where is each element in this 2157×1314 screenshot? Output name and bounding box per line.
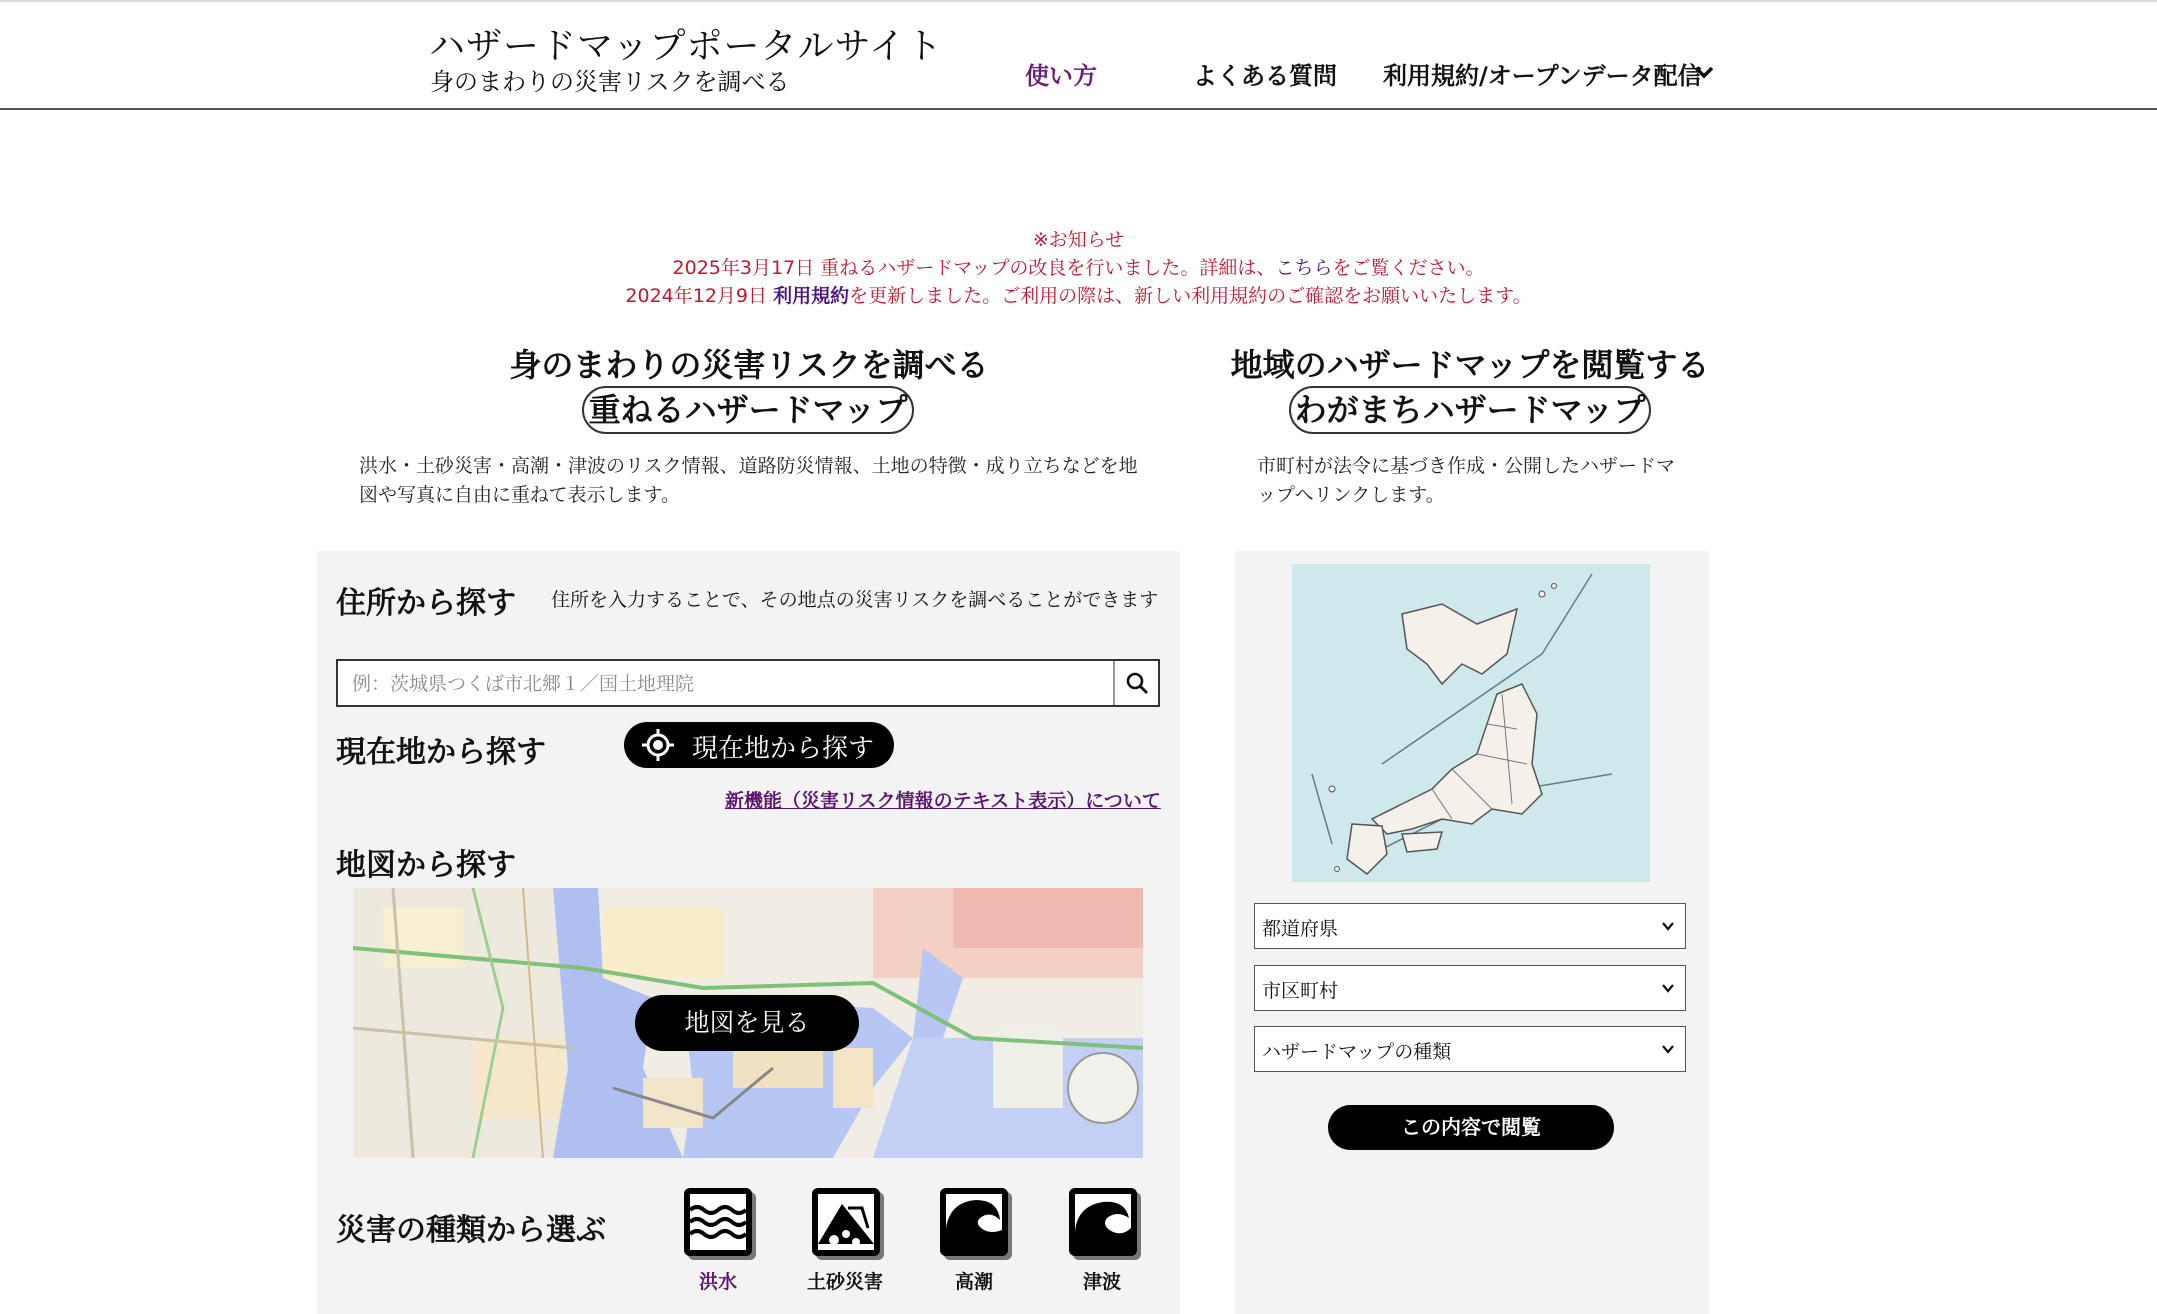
address-search-hint: 住所を入力することで、その地点の災害リスクを調べることができます	[551, 589, 1159, 611]
right-description: 市町村が法令に基づき作成・公開したハザードマップへリンクします。	[1257, 455, 1676, 506]
municipality-select[interactable]	[1254, 965, 1686, 1011]
flood-hazard-button[interactable]	[684, 1188, 752, 1256]
japan-map-image	[1292, 564, 1650, 882]
tsunami-hazard-button[interactable]	[1069, 1188, 1137, 1256]
notice-heading: ※お知らせ	[1032, 229, 1125, 251]
flood-label[interactable]: 洪水	[698, 1271, 737, 1293]
hazard-map-type-select-value: ハザードマップの種類	[1262, 1041, 1452, 1063]
notice-detail-link[interactable]: こちら	[1275, 257, 1333, 279]
current-location-button[interactable]	[624, 722, 894, 768]
map-search-heading: 地図から探す	[336, 848, 516, 883]
storm-surge-icon	[940, 1188, 1008, 1256]
chevron-down-icon	[1661, 1042, 1675, 1056]
notice-item	[0, 282, 2157, 310]
hazard-map-type-select[interactable]	[1254, 1026, 1686, 1072]
search-button[interactable]	[1115, 661, 1159, 705]
notice-area	[0, 226, 2157, 310]
address-search-input[interactable]	[350, 661, 1114, 707]
storm-surge-hazard-button[interactable]	[940, 1188, 1008, 1256]
left-description: 洪水・土砂災害・高潮・津波のリスク情報、道路防災情報、土地の特徴・成り立ちなどを地図や写真に自由に重ねて表示します。	[359, 455, 1138, 506]
landslide-hazard-button[interactable]	[812, 1188, 880, 1256]
site-subtitle: 身のまわりの災害リスクを調べる	[430, 68, 790, 96]
wagamachi-hazard-map-title[interactable]: わがまちハザードマップ	[1289, 386, 1651, 434]
municipality-select-value: 市区町村	[1262, 980, 1339, 1002]
site-title[interactable]: ハザードマップポータルサイト	[429, 26, 944, 67]
kasaneru-hazard-map-title[interactable]: 重ねるハザードマップ	[582, 386, 914, 434]
browse-button[interactable]: この内容で閲覧	[1328, 1105, 1614, 1150]
notice-text: を更新しました。ご利用の際は、新しい利用規約のご確認をお願いいたします。	[849, 285, 1532, 307]
chevron-down-icon	[1661, 981, 1675, 995]
landslide-icon	[812, 1188, 880, 1256]
nav-terms-link[interactable]: 利用規約/オープンデータ配信	[1383, 62, 1702, 90]
tsunami-icon	[1069, 1188, 1137, 1256]
notice-text: 2024年12月9日	[625, 285, 774, 307]
tsunami-label[interactable]: 津波	[1082, 1271, 1121, 1293]
current-location-button-label: 現在地から探す	[692, 734, 875, 764]
disaster-type-heading: 災害の種類から選ぶ	[336, 1213, 606, 1248]
storm-surge-label[interactable]: 高潮	[954, 1271, 993, 1293]
right-section-heading: 地域のハザードマップを閲覧する	[1230, 346, 1710, 384]
chevron-down-icon[interactable]	[1692, 60, 1716, 84]
notice-item	[0, 254, 2157, 282]
nav-usage-link[interactable]: 使い方	[1025, 62, 1097, 90]
notice-text: 2025年3月17日 重ねるハザードマップの改良を行いました。詳細は、	[672, 257, 1276, 279]
prefecture-select-value: 都道府県	[1262, 918, 1339, 940]
flood-icon	[684, 1188, 752, 1256]
landslide-label[interactable]: 土砂災害	[806, 1271, 883, 1293]
left-section-heading: 身のまわりの災害リスクを調べる	[509, 346, 989, 384]
notice-text: をご覧ください。	[1332, 257, 1485, 279]
chevron-down-icon	[1661, 919, 1675, 933]
new-feature-link[interactable]: 新機能（災害リスク情報のテキスト表示）について	[725, 790, 1161, 812]
search-icon	[1125, 671, 1149, 695]
address-search-heading: 住所から探す	[336, 586, 516, 621]
nav-faq-link[interactable]: よくある質問	[1193, 62, 1337, 90]
address-search-box	[336, 659, 1160, 707]
current-location-heading: 現在地から探す	[336, 735, 546, 770]
terms-link[interactable]: 利用規約	[773, 285, 850, 307]
prefecture-select[interactable]	[1254, 903, 1686, 949]
crosshair-icon	[642, 729, 674, 761]
japan-map[interactable]	[1292, 564, 1650, 882]
view-map-button[interactable]: 地図を見る	[635, 995, 859, 1051]
